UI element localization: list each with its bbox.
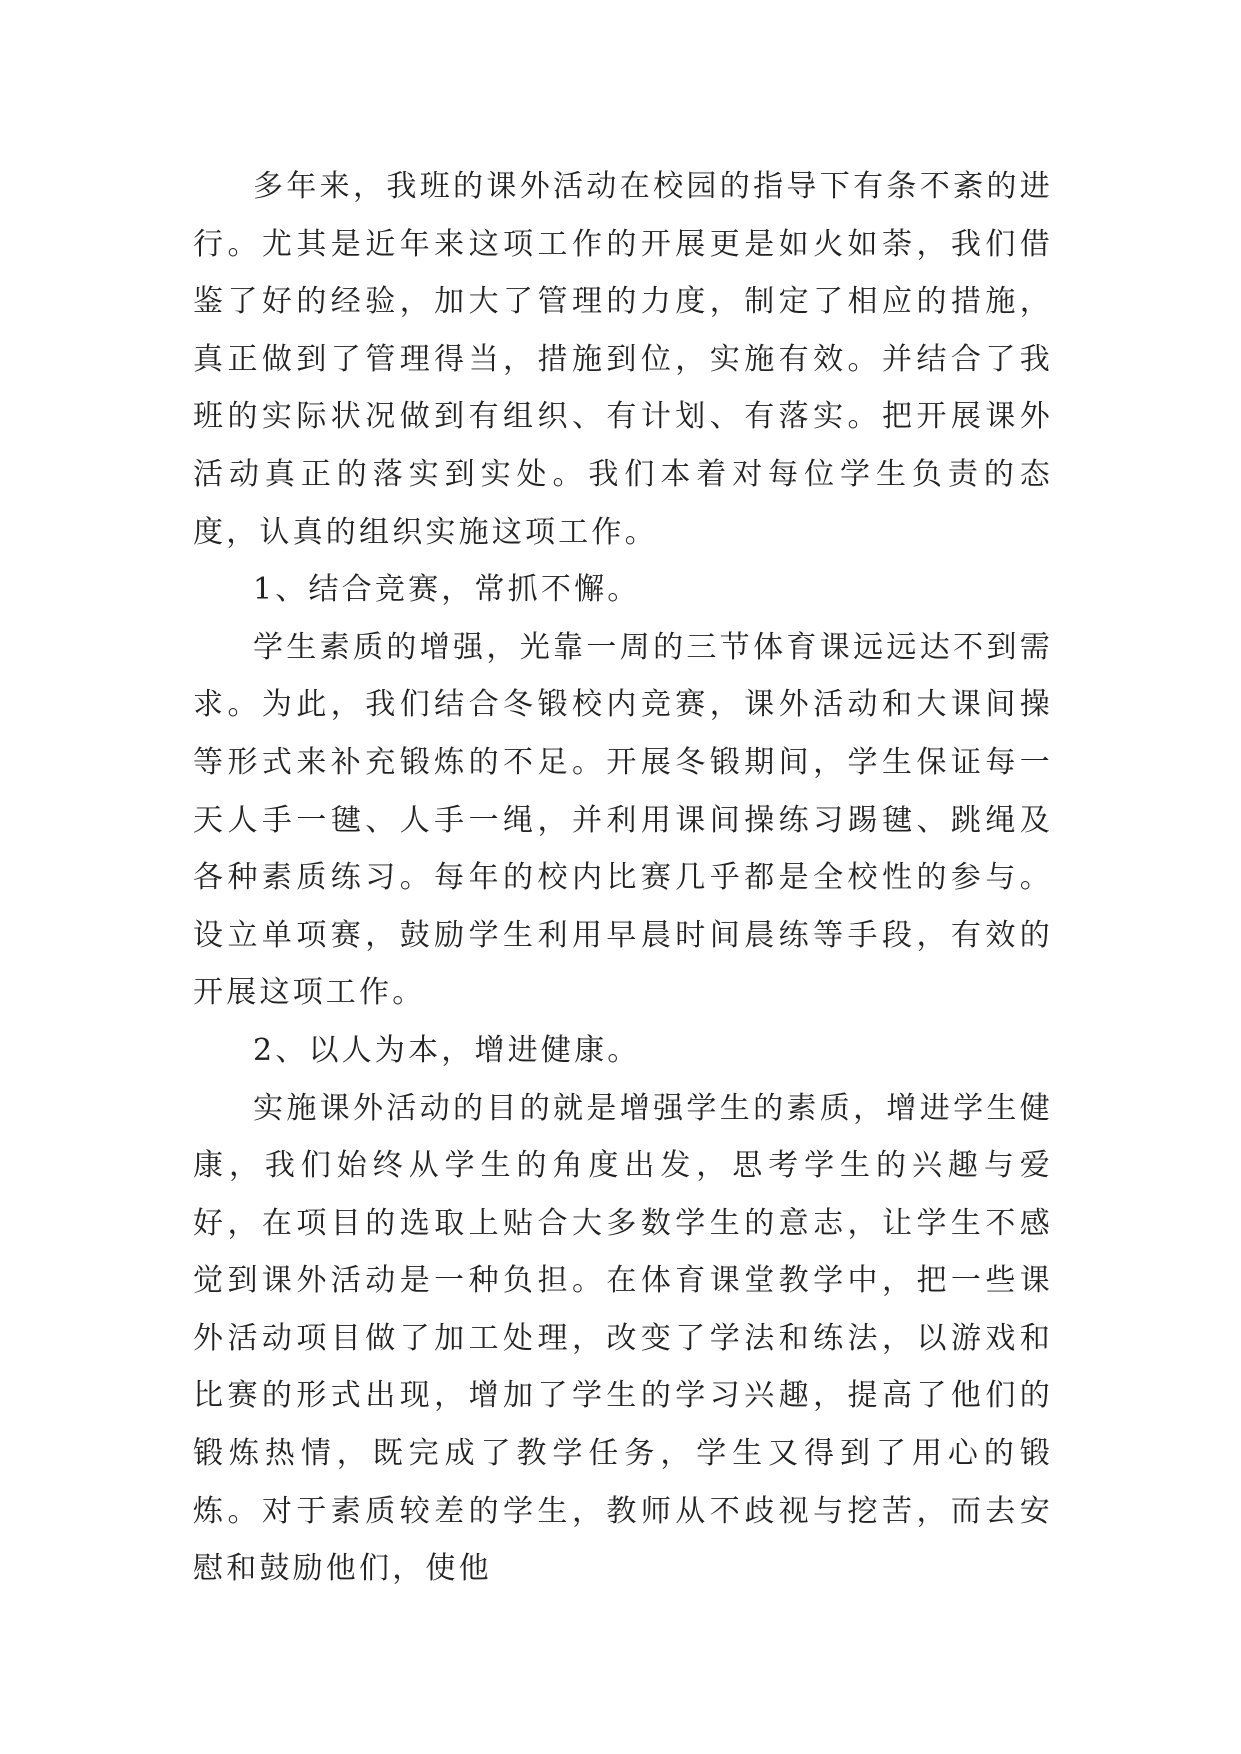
section-heading-competition: 1、结合竞赛，常抓不懈。: [253, 572, 641, 608]
document-page: [193, 158, 1053, 1598]
body-paragraph-competition: 学生素质的增强，光靠一周的三节体育课远远达不到需求。为此，我们结合冬锻校内竞赛，课外活动和大课间操等形式来补充锻炼的不足。开展冬锻期间，学生保证每一天人手一毽、人手一绳，并利用课间操练习踢毽、跳绳及各种素质练习。每年的校内比赛几乎都是全校性的参与。设立单项赛，鼓励学生利用早晨时间晨练等手段，有效的开展这项工作。: [193, 629, 1053, 1011]
body-paragraph-health: 实施课外活动的目的就是增强学生的素质，增进学生健康，我们始终从学生的角度出发，思考学生的兴趣与爱好，在项目的选取上贴合大多数学生的意志，让学生不感觉到课外活动是一种负担。在体育课堂教学中，把一些课外活动项目做了加工处理，改变了学法和练法，以游戏和比赛的形式出现，增加了学生的学习兴趣，提高了他们的锻炼热情，既完成了教学任务，学生又得到了用心的锻炼。对于素质较差的学生，教师从不歧视与挖苦，而去安慰和鼓励他们，使他: [193, 1090, 1053, 1587]
body-paragraph-intro: 多年来，我班的课外活动在校园的指导下有条不紊的进行。尤其是近年来这项工作的开展更是如火如荼，我们借鉴了好的经验，加大了管理的力度，制定了相应的措施，真正做到了管理得当，措施到位，实施有效。并结合了我班的实际状况做到有组织、有计划、有落实。把开展课外活动真正的落实到实处。我们本着对每位学生负责的态度，认真的组织实施这项工作。: [193, 169, 1053, 550]
section-heading-health: 2、以人为本，增进健康。: [253, 1032, 641, 1068]
